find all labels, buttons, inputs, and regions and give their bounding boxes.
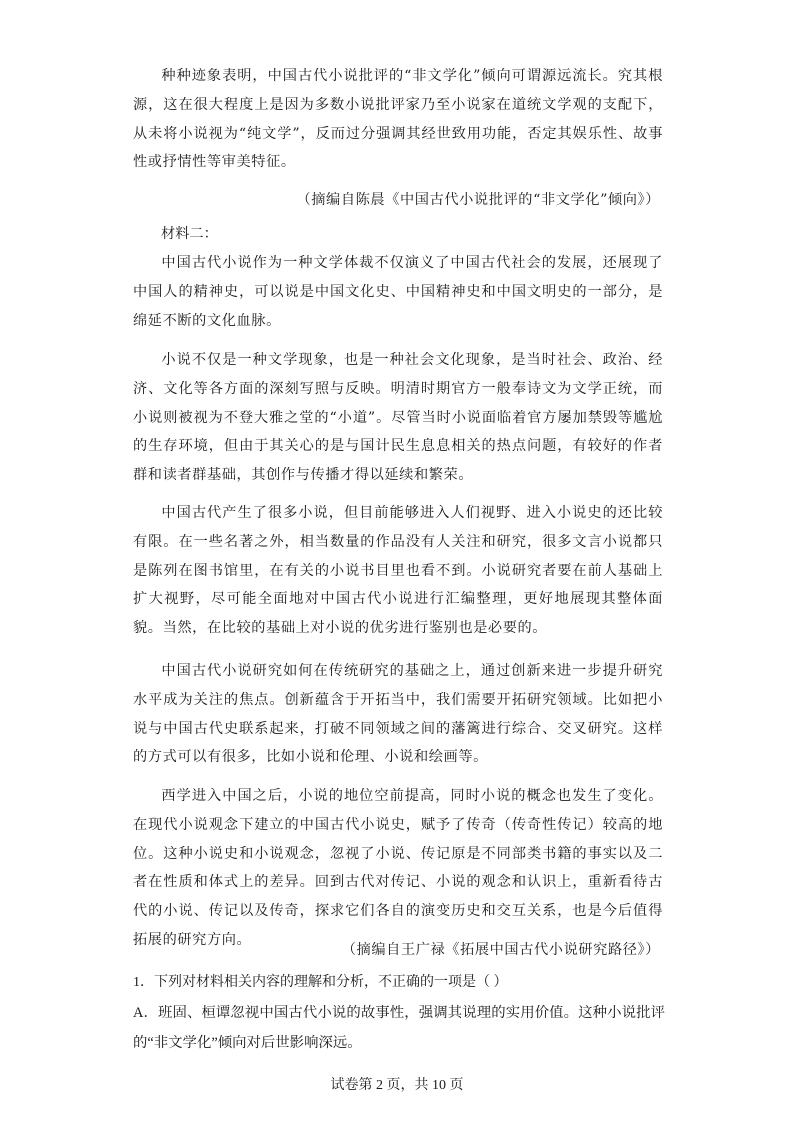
material2-paragraph-1: 中国古代小说作为一种文学体裁不仅演义了中国古代社会的发展，还展现了中国人的精神史，可以说是中国文化史、中国精神史和中国文明史的一部分，是绵延不断的文化血脉。	[133, 255, 663, 329]
material1-tail-paragraph: 种种迹象表明，中国古代小说批评的“非文学化”倾向可谓源远流长。究其根源，这在很大程度上是因为多数小说批评家乃至小说家在道统文学观的支配下，从未将小说视为“纯文学”，反而过分强调其经世致用功能，否定其娱乐性、故事性或抒情性等审美特征。	[133, 68, 663, 171]
material2-paragraph-5: 西学进入中国之后，小说的地位空前提高，同时小说的概念也发生了变化。在现代小说观念下建立的中国古代小说史，赋予了传奇（传奇性传记）较高的地位。这种小说史和小说观念，忽视了小说、传记原是不同部类书籍的事实以及二者在性质和体式上的差异。回到古代对传记、小说的观念和认识上，重新看待古代的小说、传记以及传奇，探求它们各自的演变历史和交互关系，也是今后值得拓展的研究方向。	[133, 788, 663, 948]
question-1-option-a[interactable]: A．班固、桓谭忽视中国古代小说的故事性，强调其说理的实用价值。这种小说批评的“非文学化”倾向对后世影响深远。	[133, 1005, 665, 1051]
material1-source: （摘编自陈晨《中国古代小说批评的“非文学化”倾向》）	[296, 192, 660, 208]
material2-paragraph-4: 中国古代小说研究如何在传统研究的基础之上，通过创新来进一步提升研究水平成为关注的焦点。创新蕴含于开拓当中，我们需要开拓研究领域。比如把小说与中国古代史联系起来，打破不同领域之间的藩篱进行综合、交叉研究。这样的方式可以有很多，比如小说和伦理、小说和绘画等。	[133, 663, 663, 766]
question-1-stem: 1．下列对材料相关内容的理解和分析，不正确的一项是（ ）	[133, 975, 508, 990]
material2-source: （摘编自王广禄《拓展中国古代小说研究路径》）	[341, 942, 660, 958]
material2-label: 材料二：	[161, 226, 218, 242]
material2-paragraph-2: 小说不仅是一种文学现象，也是一种社会文化现象，是当时社会、政治、经济、文化等各方面的深刻写照与反映。明清时期官方一般奉诗文为文学正统，而小说则被视为不登大雅之堂的“小道”。尽管当时小说面临着官方屡加禁毁等尴尬的生存环境，但由于其关心的是与国计民生息息相关的热点问题，有较好的作者群和读者群基础，其创作与传播才得以延续和繁荣。	[133, 352, 663, 484]
material2-paragraph-3: 中国古代产生了很多小说，但目前能够进入人们视野、进入小说史的还比较有限。在一些名著之外，相当数量的作品没有人关注和研究，很多文言小说都只是陈列在图书馆里，在有关的小说书目里也看不到。小说研究者要在前人基础上扩大视野，尽可能全面地对中国古代小说进行汇编整理，更好地展现其整体面貌。当然，在比较的基础上对小说的优劣进行鉴别也是必要的。	[133, 505, 663, 637]
page-footer: 试卷第 2 页，共 10 页	[330, 1078, 464, 1093]
